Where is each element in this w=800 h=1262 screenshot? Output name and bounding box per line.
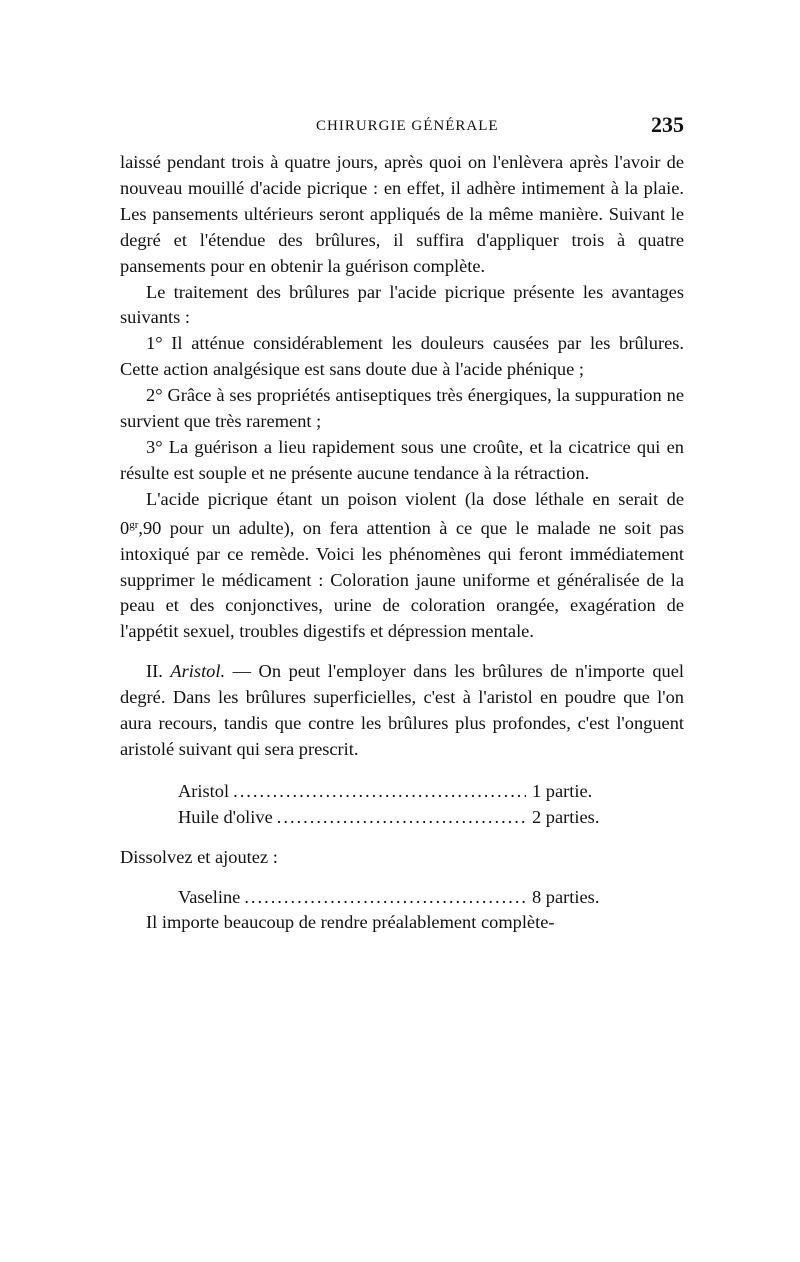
- recipe-row: [178, 805, 628, 831]
- page-number: 235: [651, 112, 684, 137]
- dot-leader: [233, 779, 526, 805]
- recipe-quantity: 1 partie.: [532, 780, 593, 801]
- paragraph-final: Il importe beaucoup de rendre préalablement complète-: [146, 912, 555, 933]
- dot-leader: [277, 805, 526, 831]
- recipe-ingredient: Aristol: [178, 780, 230, 801]
- paragraph-advantage-3: 3° La guérison a lieu rapidement sous une croûte, et la cicatrice qui en résulte est souple et ne présente aucune tendance à la rétraction.: [120, 436, 684, 483]
- recipe-quantity: 2 parties.: [532, 806, 600, 827]
- paragraph-advantages-intro: Le traitement des brûlures par l'acide picrique présente les avantages suivants :: [120, 281, 684, 328]
- toxicity-text-b: ,90 pour un adulte), on fera attention à ce que le malade ne soit pas intoxiqué par ce remède. Voici les phénomènes qui feront immédiatement supprimer le médicament : Coloration jaune uniforme et généralisée de la peau et des conjonctives, urine de coloration orangée, exagération de l'appétit sexuel, troubles digestifs et dépression mentale.: [120, 517, 684, 642]
- paragraph-continuation: laissé pendant trois à quatre jours, après quoi on l'enlèvera après l'avoir de nouveau mouillé d'acide picrique : en effet, il adhère intimement à la plaie. Les pansements ultérieurs seront appliqués de la même manière. Suivant le degré et l'étendue des brûlures, il suffira d'appliquer trois à quatre pansements pour en obtenir la guérison complète.: [120, 152, 684, 276]
- recipe-list: [178, 779, 628, 831]
- dot-leader: [244, 885, 526, 911]
- recipe-ingredient: Vaseline: [178, 886, 241, 907]
- recipe-row: [178, 779, 628, 805]
- recipe-ingredient: Huile d'olive: [178, 806, 273, 827]
- running-head: CHIRURGIE GÉNÉRALE: [316, 118, 499, 134]
- aristol-text: — On peut l'employer dans les brûlures de n'importe quel degré. Dans les brûlures superficielles, c'est à l'aristol en poudre que l'on aura recours, tandis que contre les brûlures plus profondes, c'est l'onguent aristolé suivant qui sera prescrit.: [120, 661, 684, 759]
- recipe-instruction: Dissolvez et ajoutez :: [120, 846, 278, 867]
- paragraph-aristol: [120, 659, 684, 763]
- body-text: [120, 150, 684, 936]
- section-heading-aristol: Aristol.: [170, 661, 226, 682]
- recipe-quantity: 8 parties.: [532, 886, 600, 907]
- toxicity-text-a: L'acide picrique étant un poison violent (la dose léthale en serait de 0: [120, 488, 684, 538]
- paragraph-advantage-2: 2° Grâce à ses propriétés antiseptiques très énergiques, la suppuration ne survient que très rarement ;: [120, 385, 684, 432]
- section-number: II.: [146, 661, 163, 682]
- page-header: [120, 112, 684, 144]
- paragraph-toxicity: [120, 487, 684, 645]
- paragraph-advantage-1: 1° Il atténue considérablement les douleurs causées par les brûlures. Cette action analgésique est sans doute due à l'acide phénique ;: [120, 333, 684, 380]
- recipe-list-2: [178, 885, 628, 911]
- gram-superscript: gr: [129, 518, 139, 531]
- recipe-row: [178, 885, 628, 911]
